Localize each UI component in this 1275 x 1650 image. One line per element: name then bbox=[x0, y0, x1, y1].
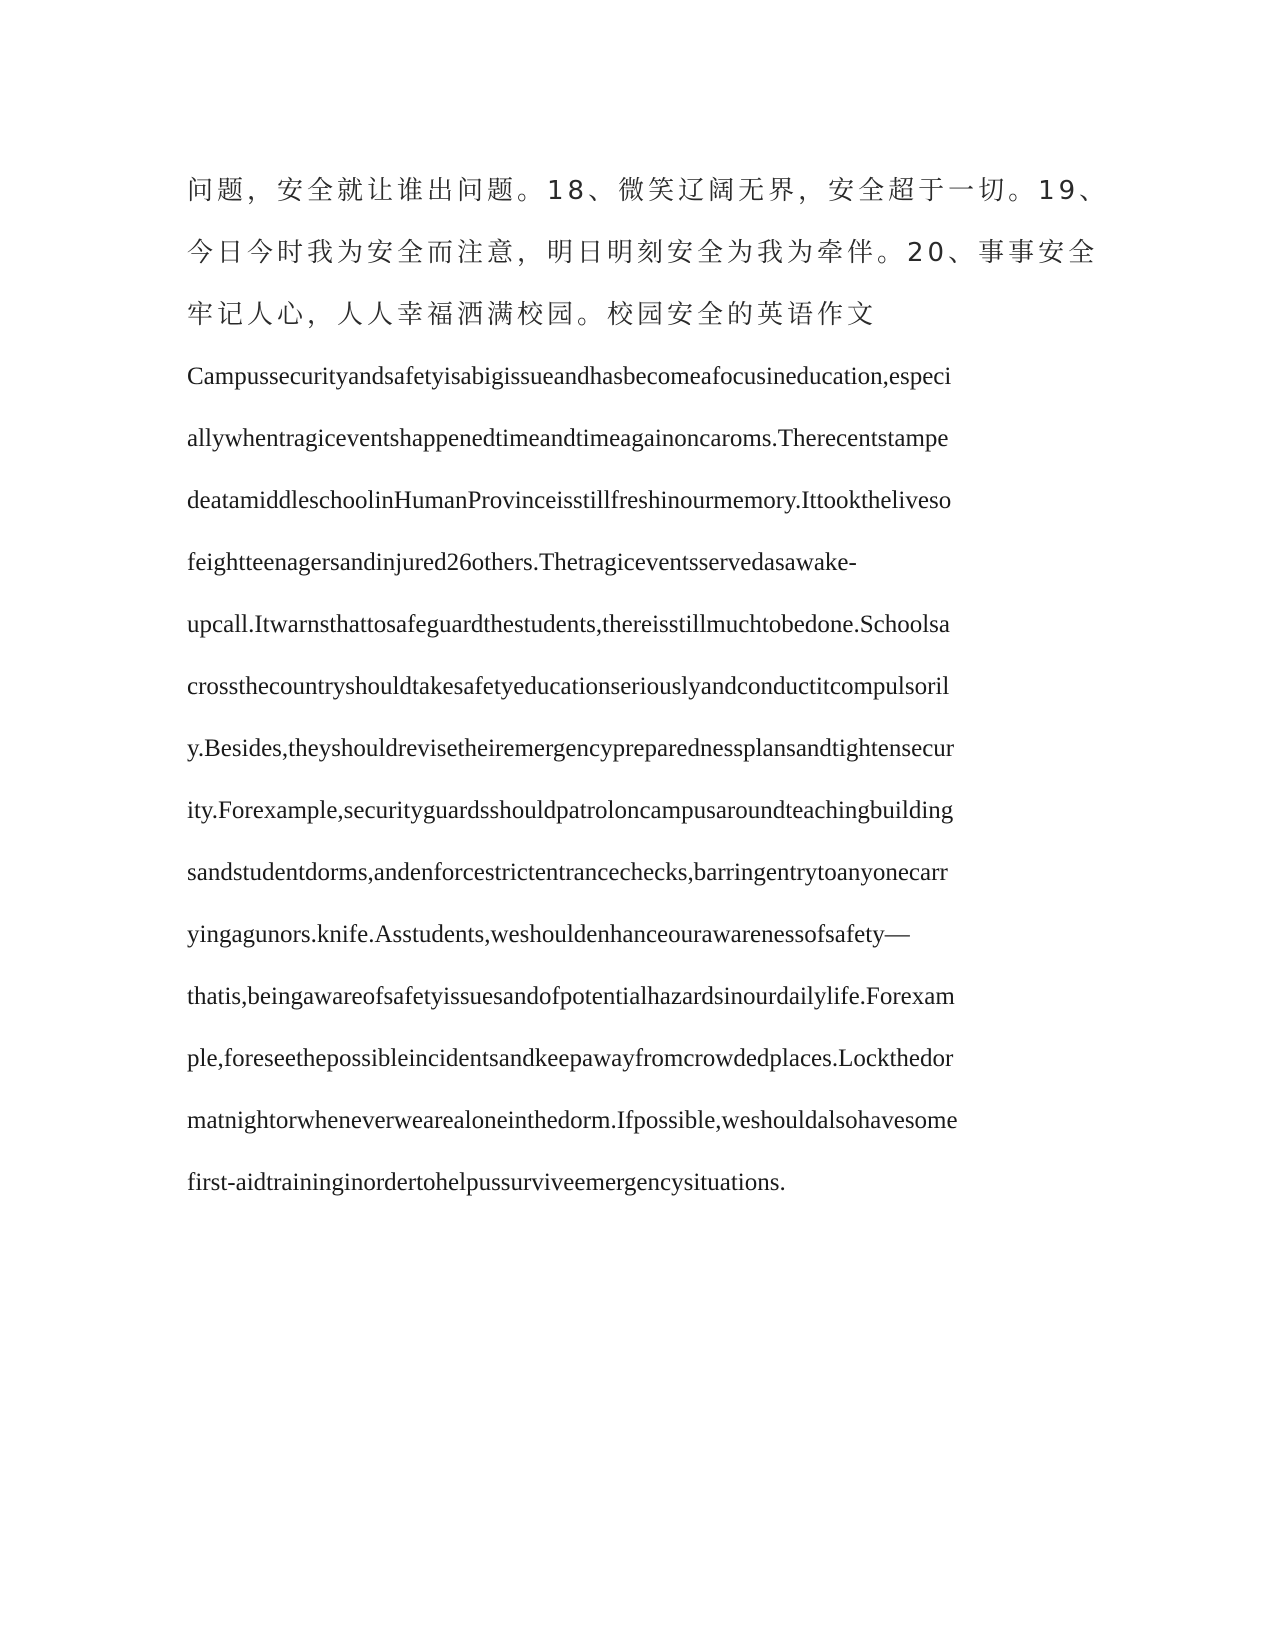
text-line: allywhentragiceventshappenedtimeandtimeagainoncaroms.Therecentstampe bbox=[187, 425, 949, 452]
text-line: first-aidtraininginordertohelpussurviveemergencysituations. bbox=[187, 1169, 786, 1196]
text-line: matnightorwheneverwearealoneinthedorm.Ifpossible,weshouldalsohavesome bbox=[187, 1107, 958, 1134]
text-line: thatis,beingawareofsafetyissuesandofpotentialhazardsinourdailylife.Forexam bbox=[187, 983, 955, 1010]
text-line: upcall.Itwarnsthattosafeguardthestudents,thereisstillmuchtobedone.Schoolsa bbox=[187, 611, 951, 638]
text-line: ple,foreseethepossibleincidentsandkeepawayfromcrowdedplaces.Lockthedor bbox=[187, 1045, 954, 1072]
text-line: crossthecountryshouldtakesafetyeducationseriouslyandconductitcompulsoril bbox=[187, 673, 950, 700]
text-line: feightteenagersandinjured26others.Thetragiceventsservedasawake- bbox=[187, 549, 857, 576]
text-line: 牢记人心，人人幸福洒满校园。校园安全的英语作文 bbox=[187, 300, 878, 330]
text-line: yingagunors.knife.Asstudents,weshouldenhanceourawarenessofsafety— bbox=[187, 921, 910, 948]
text-line: sandstudentdorms,andenforcestrictentrancechecks,barringentrytoanyonecarr bbox=[187, 859, 948, 886]
text-line: ity.Forexample,securityguardsshouldpatroloncampusaroundteachingbuilding bbox=[187, 797, 954, 824]
text-line: y.Besides,theyshouldrevisetheiremergencypreparednessplansandtightensecur bbox=[187, 735, 955, 762]
text-line: 问题，安全就让谁出问题。18、微笑辽阔无界，安全超于一切。19、 bbox=[187, 176, 1110, 206]
text-line: deatamiddleschoolinHumanProvinceisstillfreshinourmemory.Ittooktheliveso bbox=[187, 487, 952, 514]
text-line: 今日今时我为安全而注意，明日明刻安全为我为牵伴。20、事事安全 bbox=[187, 238, 1099, 268]
text-line: Campussecurityandsafetyisabigissueandhasbecomeafocusineducation,especi bbox=[187, 363, 952, 390]
document-body bbox=[187, 160, 1110, 1214]
